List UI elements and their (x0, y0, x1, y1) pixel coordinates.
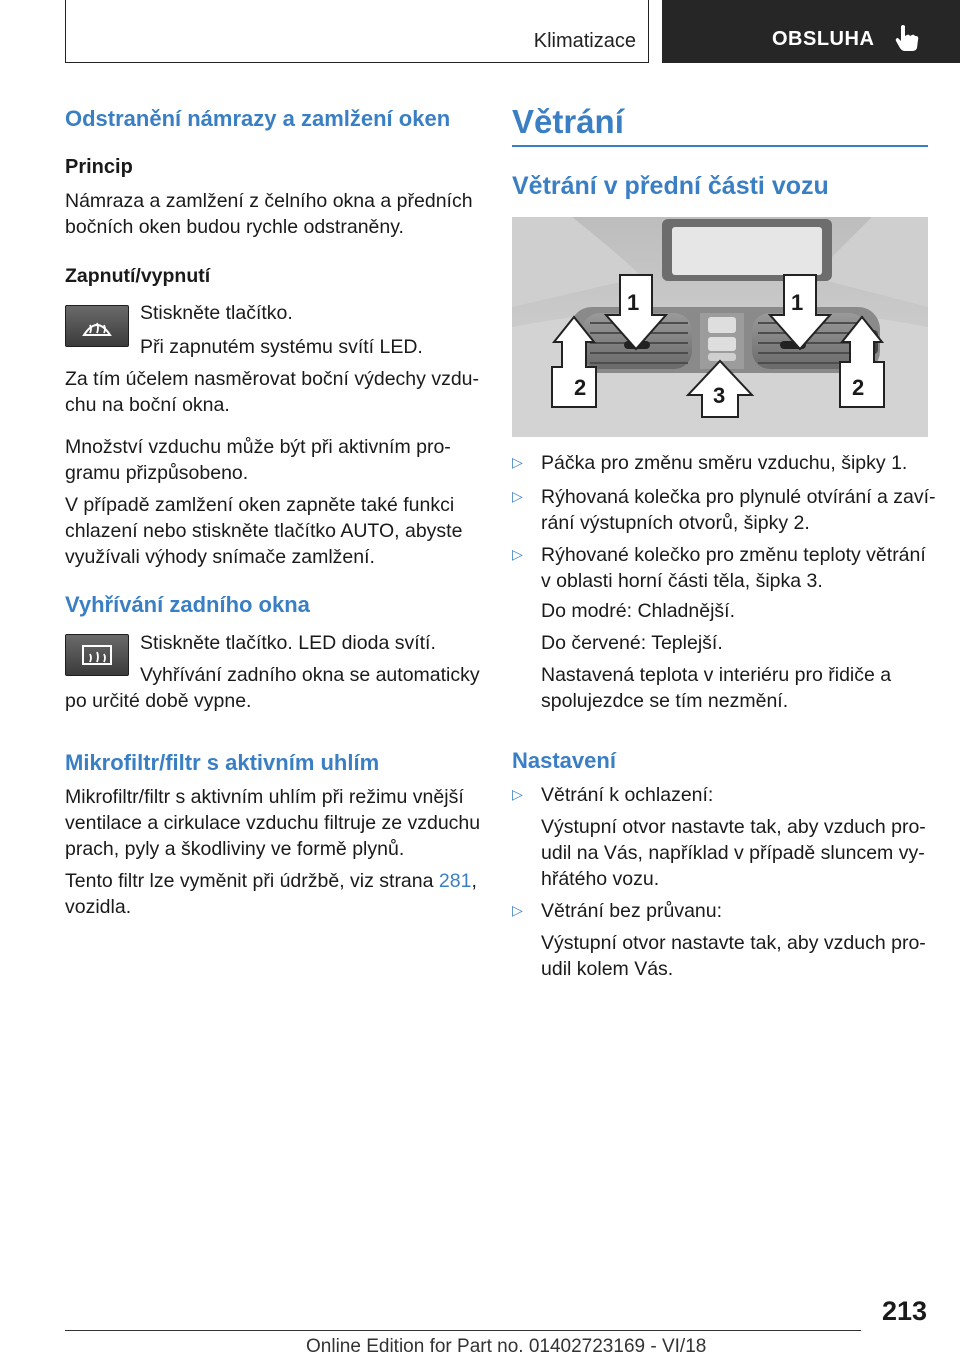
section-title-settings: Nastavení (512, 748, 616, 773)
page-number: 213 (881, 1296, 927, 1326)
figure-label-arrow-2-right: 2 (852, 375, 865, 400)
rear-step-2: Vyhřívání zadního okna se automaticky (140, 664, 480, 686)
list-sub-text-3a: Nastavená teplota v interiéru pro řidiče a (541, 664, 892, 686)
setting-desc-1b: udil na Vás, například v případě sluncem vy‐ (541, 842, 925, 864)
subheading-princip: Princip (65, 156, 133, 178)
princip-text-2: bočních oken budou rychle odstraněny. (65, 216, 404, 238)
list-item-text: Větrání bez průvanu: (541, 900, 723, 922)
header-section-title: Klimatizace (533, 30, 636, 52)
list-sub-text-2: Do červené: Teplejší. (541, 632, 723, 654)
figure-label-arrow-1-right: 1 (791, 290, 804, 315)
rear-step-1: Stiskněte tlačítko. LED dioda svítí. (140, 632, 436, 654)
header-tab-label: OBSLUHA (772, 28, 875, 50)
title-rule (512, 145, 928, 147)
figure-label-arrow-3: 3 (713, 383, 726, 408)
zap-step-1: Stiskněte tlačítko. (140, 302, 293, 324)
figure-label-arrow-1-left: 1 (627, 290, 640, 315)
zap-text-1a: Za tím účelem nasměrovat boční výdechy vzdu‐ (65, 368, 480, 390)
rear-step-3: po určité době vypne. (65, 690, 252, 712)
zap-text-1b: chu na boční okna. (65, 394, 230, 416)
list-item-text: v oblasti horní části těla, šipka 3. (541, 570, 823, 592)
zap-text-3c: využívali výhody snímače zamlžení. (65, 546, 375, 568)
zap-text-2a: Množství vzduchu může být při aktivním pro‐ (65, 436, 451, 458)
list-sub-text-1: Do modré: Chladnější. (541, 600, 736, 622)
footer-edition: Online Edition for Part no. 01402723169 - VI/18 (306, 1336, 707, 1357)
filter-text-4 (65, 868, 477, 894)
list-item-text: Rýhovaná kolečka pro plynulé otvírání a zaví‐ (541, 486, 936, 508)
front-defrost-button-icon (65, 305, 129, 347)
zap-text-2b: gramu přizpůsobeno. (65, 462, 249, 484)
filter-text-2: ventilace a cirkulace vzduchu filtruje ze vzduchu (65, 812, 481, 834)
triangle-bullet-icon: ▷ (512, 902, 523, 918)
chapter-title-ventilation: Větrání (512, 103, 624, 140)
filter-text-4a: Tento filtr lze vyměnit při údržbě, viz strana (65, 870, 439, 892)
zap-step-2: Při zapnutém systému svítí LED. (140, 336, 423, 358)
list-item-text: Páčka pro změnu směru vzduchu, šipky 1. (541, 452, 908, 474)
page-link-281[interactable]: 281 (438, 870, 472, 892)
setting-desc-1c: hřátého vozu. (541, 868, 660, 890)
triangle-bullet-icon: ▷ (512, 546, 523, 562)
triangle-bullet-icon: ▷ (512, 454, 523, 470)
setting-desc-2a: Výstupní otvor nastavte tak, aby vzduch pro‐ (541, 932, 926, 954)
dashboard-vents-figure (512, 217, 928, 437)
filter-text-1: Mikrofiltr/filtr s aktivním uhlím při režimu vnější (65, 786, 464, 808)
triangle-bullet-icon: ▷ (512, 786, 523, 802)
list-item-text: Větrání k ochlazení: (541, 784, 714, 806)
triangle-bullet-icon: ▷ (512, 488, 523, 504)
setting-desc-1a: Výstupní otvor nastavte tak, aby vzduch pro‐ (541, 816, 926, 838)
figure-label-arrow-2-left: 2 (574, 375, 587, 400)
pointing-hand-icon (894, 24, 920, 52)
header-tab[interactable] (662, 0, 960, 63)
filter-text-3: prach, pyly a škodliviny ve formě plynů. (65, 838, 405, 860)
footer-rule (65, 1330, 861, 1331)
rear-defrost-button-icon (65, 634, 129, 676)
setting-desc-2b: udil kolem Vás. (541, 958, 674, 980)
section-title-filter: Mikrofiltr/filtr s aktivním uhlím (65, 750, 380, 775)
list-item-text: rání výstupních otvorů, šipky 2. (541, 512, 810, 534)
section-title-front-ventilation: Větrání v přední části vozu (512, 172, 829, 200)
zap-text-3a: V případě zamlžení oken zapněte také funkci (65, 494, 455, 516)
section-title-rear-heating: Vyhřívání zadního okna (65, 592, 310, 617)
subheading-zapnuti: Zapnutí/vypnutí (65, 265, 211, 287)
list-sub-text-3b: spolujezdce se tím nezmění. (541, 690, 789, 712)
zap-text-3b: chlazení nebo stiskněte tlačítko AUTO, abyste (65, 520, 463, 542)
princip-text-1: Námraza a zamlžení z čelního okna a předních (65, 190, 473, 212)
filter-text-4b: , (471, 870, 477, 892)
section-title-defrost: Odstranění námrazy a zamlžení oken (65, 106, 451, 131)
list-item-text: Rýhované kolečko pro změnu teploty větrání (541, 544, 926, 566)
filter-text-5: vozidla. (65, 896, 132, 918)
